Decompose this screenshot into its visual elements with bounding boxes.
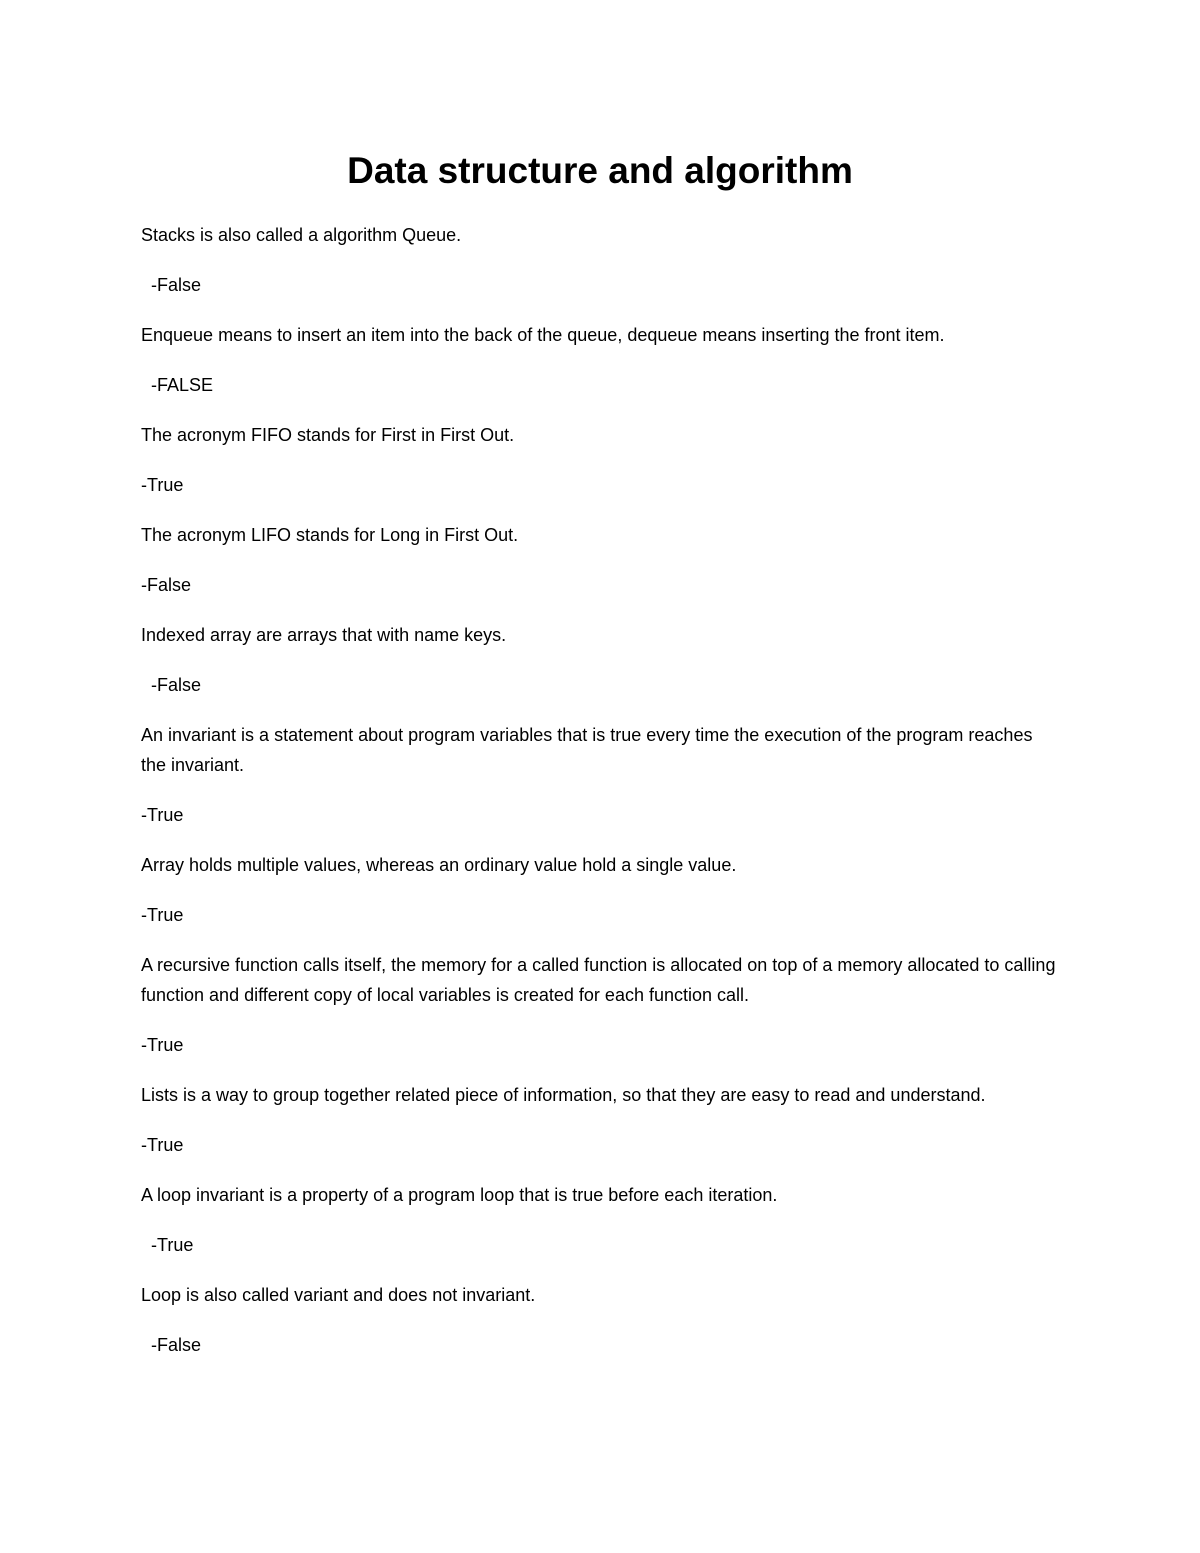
- question-text: Loop is also called variant and does not invariant.: [141, 1285, 536, 1305]
- question-text: The acronym FIFO stands for First in First Out.: [141, 425, 515, 445]
- question-text: Enqueue means to insert an item into the back of the queue, dequeue means inserting the front item.: [141, 325, 945, 345]
- answer-text: -True: [141, 1135, 184, 1155]
- document-body: [141, 220, 1061, 1380]
- answer-text: -True: [141, 475, 184, 495]
- question-text: A loop invariant is a property of a program loop that is true before each iteration.: [141, 1185, 778, 1205]
- question-text: An invariant is a statement about program variables that is true every time the execution of the program reaches the invariant.: [141, 725, 1033, 775]
- answer-text: -True: [141, 1035, 184, 1055]
- answer-text: -False: [151, 1335, 202, 1355]
- answer-text: -True: [141, 805, 184, 825]
- question-text: A recursive function calls itself, the memory for a called function is allocated on top of a memory allocated to calling function and different copy of local variables is created for each function call.: [141, 955, 1056, 1005]
- answer-text: -False: [151, 275, 202, 295]
- answer-text: -True: [141, 905, 184, 925]
- document-title: Data structure and algorithm: [347, 150, 853, 191]
- answer-text: -False: [151, 675, 202, 695]
- question-text: Indexed array are arrays that with name keys.: [141, 625, 507, 645]
- answer-text: -FALSE: [151, 375, 214, 395]
- answer-text: -False: [141, 575, 192, 595]
- question-text: The acronym LIFO stands for Long in First Out.: [141, 525, 519, 545]
- question-text: Lists is a way to group together related piece of information, so that they are easy to read and understand.: [141, 1085, 986, 1105]
- question-text: Stacks is also called a algorithm Queue.: [141, 225, 462, 245]
- question-text: Array holds multiple values, whereas an ordinary value hold a single value.: [141, 855, 737, 875]
- answer-text: -True: [151, 1235, 194, 1255]
